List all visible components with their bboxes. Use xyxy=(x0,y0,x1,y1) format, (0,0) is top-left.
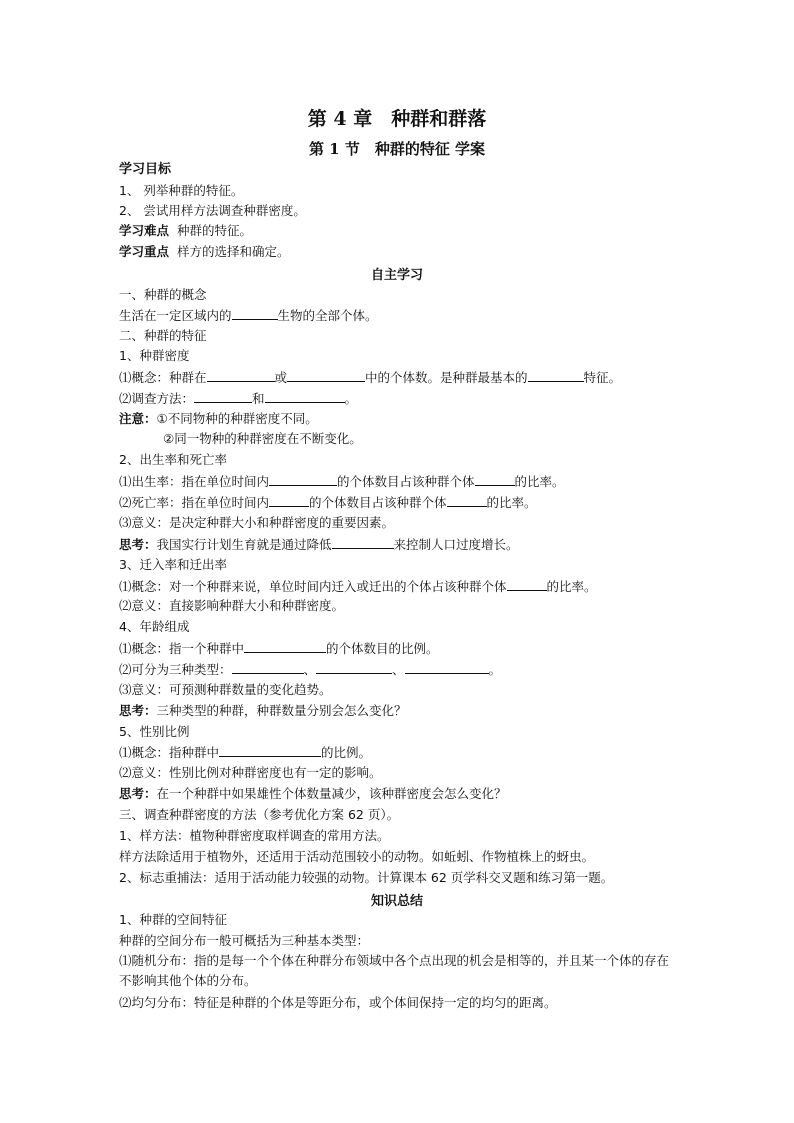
migration-concept-line: ⑴概念：对一个种群来说，单位时间内迁入或迁出的个体占该种群个体 的比率。 xyxy=(119,579,597,594)
fill-blank[interactable] xyxy=(287,368,365,382)
key-text: 样方的选择和确定。 xyxy=(176,244,290,259)
self-study-heading: 自主学习 xyxy=(370,268,423,283)
fill-blank[interactable] xyxy=(232,660,304,674)
difficulty-line xyxy=(119,222,252,240)
sex-meaning: ⑵意义：性别比例对种群密度也有一定的影响。 xyxy=(119,765,382,780)
think-line-1: 思考：我国实行计划生育就是通过降低 来控制人口过度增长。 xyxy=(119,537,519,552)
fill-blank[interactable] xyxy=(269,472,337,486)
section-1-title: 一、种群的概念 xyxy=(119,287,207,302)
objective-item: 2、 尝试用样方法调查种群密度。 xyxy=(119,203,306,218)
birth-death-title: 2、出生率和死亡率 xyxy=(119,452,227,467)
fill-blank[interactable] xyxy=(475,472,515,486)
age-title: 4、年龄组成 xyxy=(119,619,190,634)
population-concept-line: 生活在一定区域内的 生物的全部个体。 xyxy=(119,308,378,323)
fill-blank[interactable] xyxy=(244,639,326,653)
fill-blank[interactable] xyxy=(507,577,547,591)
random-distribution: ⑴随机分布：指的是每一个个体在种群分布领域中各个点出现的机会是相等的，并且某一个体的存在不影响其他个体的分布。 xyxy=(119,953,670,988)
quadrat-extra: 样方法除适用于植物外，还适用于活动范围较小的动物。如蚯蚓、作物植株上的蚜虫。 xyxy=(119,849,595,864)
fill-blank[interactable] xyxy=(405,660,489,674)
spatial-title: 1、种群的空间特征 xyxy=(119,912,227,927)
difficulty-label: 学习难点 xyxy=(119,223,170,238)
mark-recapture: 2、标志重捕法：适用于活动能力较强的动物。计算课本 62 页学科交叉题和练习第一题。 xyxy=(119,870,614,885)
density-title: 1、种群密度 xyxy=(119,348,190,363)
key-label: 学习重点 xyxy=(119,244,170,259)
think-label: 思考： xyxy=(119,537,157,552)
think-line-2: 思考：三种类型的种群，种群数量分别会怎么变化？ xyxy=(119,703,407,718)
difficulty-text: 种群的特征。 xyxy=(176,223,252,238)
migration-meaning: ⑵意义：直接影响种群大小和种群密度。 xyxy=(119,598,345,613)
death-rate-line: ⑵死亡率：指在单位时间内 的个体数目占该种群个体 的比率。 xyxy=(119,495,537,510)
note-line-2: ②同一物种的种群密度在不断变化。 xyxy=(163,431,362,446)
key-line xyxy=(119,243,289,261)
section-2-title: 二、种群的特征 xyxy=(119,328,207,343)
fill-blank[interactable] xyxy=(207,368,275,382)
fill-blank[interactable] xyxy=(528,368,584,382)
fill-blank[interactable] xyxy=(316,660,392,674)
fill-blank[interactable] xyxy=(265,389,345,403)
objectives-heading: 学习目标 xyxy=(119,162,172,177)
fill-blank[interactable] xyxy=(447,493,487,507)
age-meaning: ⑶意义：可预测种群数量的变化趋势。 xyxy=(119,682,332,697)
uniform-distribution: ⑵均匀分布：特征是种群的个体是等距分布，或个体间保持一定的均匀的距离。 xyxy=(119,995,557,1010)
density-concept-line: ⑴概念：种群在 或 中的个体数。是种群最基本的 特征。 xyxy=(119,370,622,385)
summary-heading: 知识总结 xyxy=(370,894,423,909)
spatial-intro: 种群的空间分布一般可概括为三种基本类型： xyxy=(119,933,370,948)
migration-title: 3、迁入率和迁出率 xyxy=(119,557,227,572)
fill-blank[interactable] xyxy=(232,306,278,320)
birth-meaning: ⑶意义：是决定种群大小和种群密度的重要因素。 xyxy=(119,515,395,530)
sex-ratio-title: 5、性别比例 xyxy=(119,724,190,739)
birth-rate-line: ⑴出生率：指在单位时间内 的个体数目占该种群个体 的比率。 xyxy=(119,474,565,489)
fill-blank[interactable] xyxy=(332,535,394,549)
objective-item: 1、 列举种群的特征。 xyxy=(119,183,244,198)
fill-blank[interactable] xyxy=(269,493,309,507)
quadrat-method: 1、样方法：植物种群密度取样调查的常用方法。 xyxy=(119,828,390,843)
fill-blank[interactable] xyxy=(194,389,252,403)
age-types-line: ⑵可分为三种类型： 、 、 。 xyxy=(119,662,502,677)
think-line-3: 思考：在一个种群中如果雄性个体数量减少，该种群密度会怎么变化？ xyxy=(119,786,507,801)
section-3-title: 三、调查种群密度的方法（参考优化方案 62 页）。 xyxy=(119,807,400,822)
section-title: 第 1 节 种群的特征 学案 xyxy=(308,140,486,158)
age-concept-line: ⑴概念：指一个种群中 的个体数目的比例。 xyxy=(119,641,439,656)
note-line: 注意：①不同物种的种群密度不同。 xyxy=(119,411,318,426)
density-method-line: ⑵调查方法： 和 。 xyxy=(119,391,358,406)
sex-concept-line: ⑴概念：指种群中 的比例。 xyxy=(119,745,372,760)
note-label: 注意： xyxy=(119,411,157,426)
fill-blank[interactable] xyxy=(219,743,321,757)
chapter-title: 第 4 章 种群和群落 xyxy=(307,108,487,130)
